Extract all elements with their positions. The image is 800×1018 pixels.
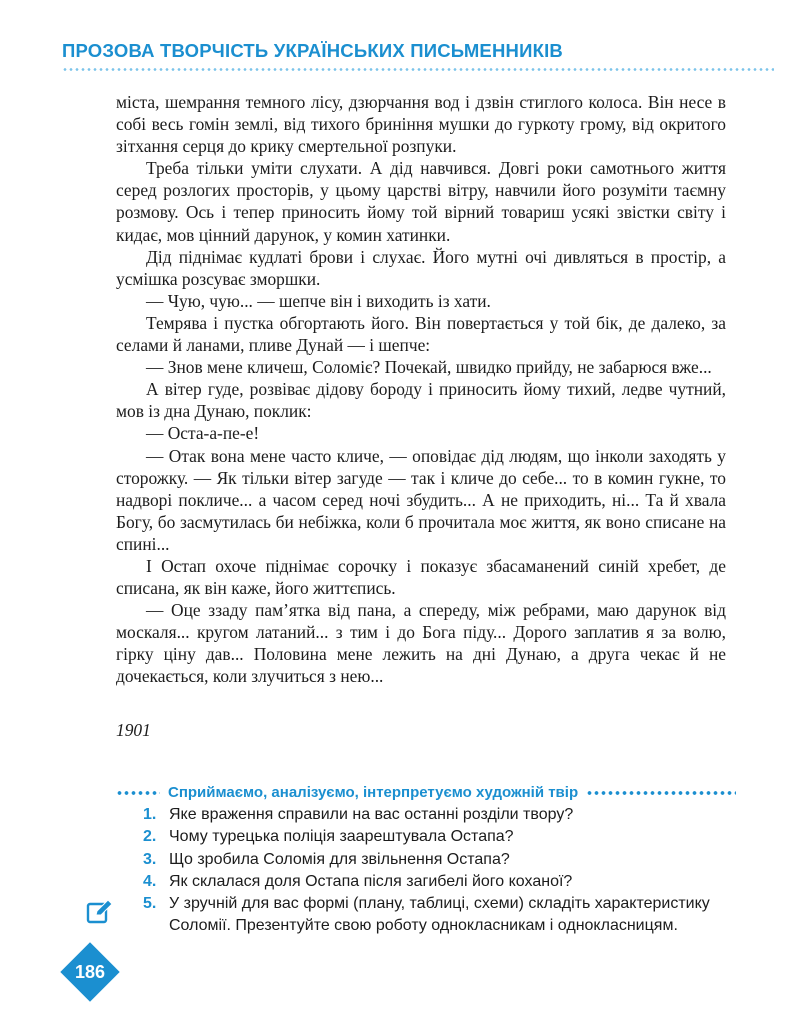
pencil-edit-icon — [86, 898, 114, 926]
dots-decoration — [586, 790, 736, 796]
question-text: Яке враження справили на вас останні розділи твору? — [169, 806, 574, 823]
paragraph: — Оце ззаду пам’ятка від пана, а спереду, між ребрами, маю дарунок від москаля... кругом латаний... з тим і до Бога піду... Дорого заплатив я за волю, гірку ціну дав... Половина мене лежить на дні Дунаю, а друга чекає й не дочекається, коли злучиться з нею... — [116, 600, 726, 687]
question-text: Як склалася доля Остапа після загибелі його коханої? — [169, 872, 573, 890]
list-item — [143, 826, 733, 848]
question-number: 1. — [143, 806, 157, 823]
question-text: У зручній для вас формі (плану, таблиці, схеми) складіть характеристику Соломії. Презентуйте свою роботу однокласникам і однокласницям. — [169, 895, 710, 935]
page-header-title: ПРОЗОВА ТВОРЧІСТЬ УКРАЇНСЬКИХ ПИСЬМЕННИКІВ — [62, 40, 563, 61]
list-item — [143, 893, 733, 938]
list-item — [143, 871, 733, 893]
paragraph: — Оста-а-пе-е! — [146, 423, 260, 444]
list-item — [143, 804, 733, 826]
question-number: 4. — [143, 872, 157, 890]
paragraph: — Отак вона мене часто кличе, — оповідає дід людям, що інколи заходять у сторожку. — Як тільки вітер загуде — так і кличе до себе... то в комин гукне, то надворі покличе... а часом серед ночі збудить... А не приходить, ні... Та й хвала Богу, бо засмутилась би небіжка, коли б прочитала моє життя, як воно списане на спині... — [116, 445, 726, 554]
question-number: 5. — [143, 895, 157, 913]
paragraph: А вітер гуде, розвіває дідову бороду і приносить йому тихий, ледве чутний, мов із дна Дунаю, поклик: — [116, 379, 726, 422]
paragraph: Треба тільки уміти слухати. А дід навчився. Довгі роки самотнього життя серед розлогих просторів, у цьому царстві вітру, навчили його розуміти таємну розмову. Ось і тепер приносить йому той вірний товариш усякі звістки світу і кидає, мов цінний дарунок, у комин хатинки. — [116, 158, 726, 245]
question-list — [143, 804, 733, 938]
paragraph: — Знов мене кличеш, Соломіє? Почекай, швидко прийду, не забарюся вже... — [146, 357, 712, 378]
question-text: Чому турецька поліція заарештувала Остапа? — [169, 828, 514, 846]
paragraph: міста, шемрання темного лісу, дзюрчання вод і дзвін стиглого колоса. Він несе в собі весь гомін землі, від тихого бриніння мушки до гуркоту грому, від окритого зітхання серця до крику смертельної розпуки. — [116, 92, 726, 157]
story-text — [116, 91, 726, 688]
page-number-badge — [60, 942, 120, 1002]
list-item — [143, 849, 733, 871]
paragraph: — Чую, чую... — шепче він і виходить із хати. — [146, 290, 491, 311]
paragraph: І Остап охоче піднімає сорочку і показує збасаманений синій хребет, де списана, як він каже, його життєпись. — [116, 555, 726, 599]
paragraph: Темрява і пустка обгортають його. Він повертається у той бік, де далеко, за селами й ланами, пливе Дунай — і шепче: — [116, 312, 726, 356]
header-dotted-divider — [62, 68, 774, 71]
page-number: 186 — [74, 961, 106, 982]
question-text: Що зробила Соломія для звільнення Остапа? — [169, 850, 510, 868]
question-number: 3. — [143, 850, 157, 868]
question-number: 2. — [143, 828, 157, 846]
section-heading-text: Сприймаємо, аналізуємо, інтерпретуємо художній твір — [168, 784, 579, 801]
paragraph: Дід піднімає кудлаті брови і слухає. Його мутні очі дивляться в простір, а усмішка розсуває зморшки. — [116, 246, 726, 289]
section-heading — [116, 784, 736, 801]
dots-decoration — [116, 790, 160, 796]
story-date: 1901 — [116, 720, 151, 740]
